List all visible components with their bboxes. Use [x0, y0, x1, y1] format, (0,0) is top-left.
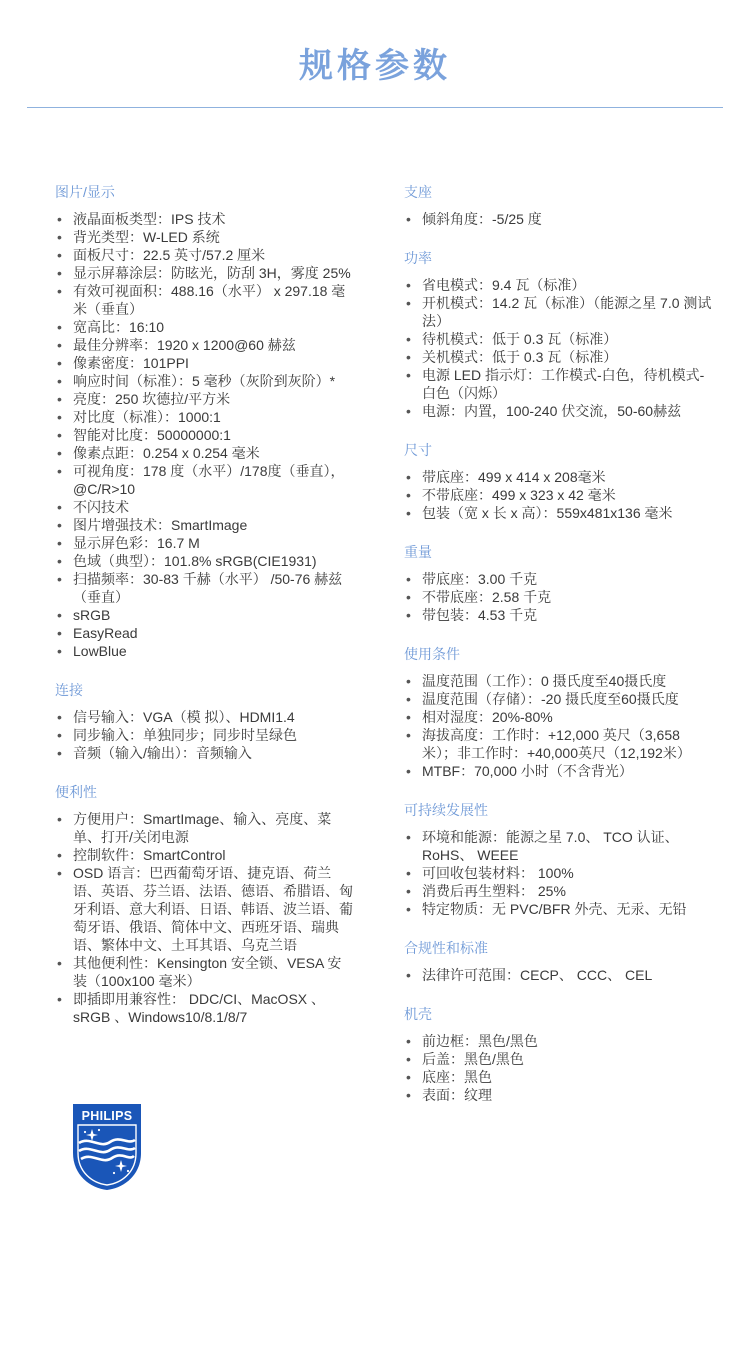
spec-item: • LowBlue [55, 642, 355, 660]
spec-item: • 音频（输入/输出）：音频输入 [55, 744, 355, 762]
spec-item: • 显示屏色彩：16.7 M [55, 534, 355, 552]
spec-item: • 色域（典型）：101.8% sRGB(CIE1931) [55, 552, 355, 570]
spec-list [404, 276, 714, 420]
section-title: 机壳 [404, 1006, 432, 1022]
spec-item: • 关机模式：低于 0.3 瓦（标准） [404, 348, 714, 366]
spec-column-right [404, 182, 714, 1124]
section-title: 便利性 [55, 784, 97, 800]
spec-item: • 面板尺寸：22.5 英寸/57.2 厘米 [55, 246, 355, 264]
section-title: 重量 [404, 544, 432, 560]
spec-item: • 电源：内置，100-240 伏交流，50-60赫兹 [404, 402, 714, 420]
spec-item: • 温度范围（存储）：-20 摄氏度至60摄氏度 [404, 690, 714, 708]
spec-item: • 倾斜角度：-5/25 度 [404, 210, 714, 228]
spec-list [404, 966, 714, 984]
spec-item: • 包装（宽 x 长 x 高）：559x481x136 毫米 [404, 504, 714, 522]
spec-item: • 电源 LED 指示灯：工作模式-白色，待机模式-白色（闪烁） [404, 366, 714, 402]
spec-item: • 海拔高度：工作时：+12,000 英尺（3,658 米）；非工作时：+40,000英尺（12,192米） [404, 726, 714, 762]
spec-item: • 后盖：黑色/黑色 [404, 1050, 714, 1068]
spec-item: • 特定物质：无 PVC/BFR 外壳、无汞、无铅 [404, 900, 714, 918]
spec-section [404, 182, 714, 228]
spec-list [404, 210, 714, 228]
spec-item: • 表面：纹理 [404, 1086, 714, 1104]
section-title: 连接 [55, 682, 83, 698]
spec-item: • 控制软件：SmartControl [55, 846, 355, 864]
spec-list [404, 1032, 714, 1104]
spec-item: • 像素点距：0.254 x 0.254 毫米 [55, 444, 355, 462]
spec-item: • 方便用户：SmartImage、输入、亮度、菜单、打开/关闭电源 [55, 810, 355, 846]
spec-item: • 宽高比：16:10 [55, 318, 355, 336]
spec-item: • 环境和能源：能源之星 7.0、 TCO 认证、 RoHS、 WEEE [404, 828, 714, 864]
logo-text: PHILIPS [81, 1109, 133, 1123]
spec-item: • 背光类型：W-LED 系统 [55, 228, 355, 246]
spec-item: • 不带底座：499 x 323 x 42 毫米 [404, 486, 714, 504]
section-title: 图片/显示 [55, 184, 115, 200]
spec-section [55, 782, 355, 1026]
page-title: 规格参数 [299, 46, 451, 86]
spec-section [404, 644, 714, 780]
spec-section [404, 938, 714, 984]
section-title: 尺寸 [404, 442, 432, 458]
spec-section [404, 1004, 714, 1104]
spec-section [404, 542, 714, 624]
spec-item: • 响应时间（标准）：5 毫秒（灰阶到灰阶）* [55, 372, 355, 390]
spec-list [404, 672, 714, 780]
spec-item: • 对比度（标准）：1000:1 [55, 408, 355, 426]
section-title: 使用条件 [404, 646, 460, 662]
spec-section [404, 440, 714, 522]
philips-shield-icon [72, 1103, 142, 1191]
spec-item: • 其他便利性：Kensington 安全锁、VESA 安装（100x100 毫米） [55, 954, 355, 990]
spec-item: • MTBF：70,000 小时（不含背光） [404, 762, 714, 780]
spec-item: • 亮度：250 坎德拉/平方米 [55, 390, 355, 408]
spec-item: • 待机模式：低于 0.3 瓦（标准） [404, 330, 714, 348]
spec-item: • 有效可视面积：488.16（水平） x 297.18 毫米（垂直） [55, 282, 355, 318]
spec-item: • EasyRead [55, 624, 355, 642]
spec-item: • 信号输入：VGA（模 拟）、HDMI1.4 [55, 708, 355, 726]
spec-list [55, 810, 355, 1026]
title-divider [27, 107, 723, 108]
spec-list [404, 468, 714, 522]
spec-item: • OSD 语言：巴西葡萄牙语、捷克语、荷兰语、英语、芬兰语、法语、德语、希腊语、匈牙利语、意大利语、日语、韩语、波兰语、葡萄牙语、俄语、简体中文、西班牙语、瑞典语、繁体中文、土耳其语、乌克兰语 [55, 864, 355, 954]
spec-section [55, 182, 355, 660]
section-title: 合规性和标准 [404, 940, 488, 956]
spec-item: • 带包装：4.53 千克 [404, 606, 714, 624]
spec-item: • 消费后再生塑料： 25% [404, 882, 714, 900]
spec-item: • 扫描频率：30-83 千赫（水平） /50-76 赫兹（垂直） [55, 570, 355, 606]
spec-item: • 可视角度：178 度（水平）/178度（垂直），@C/R>10 [55, 462, 355, 498]
spec-list [404, 828, 714, 918]
spec-item: • 温度范围（工作）：0 摄氏度至40摄氏度 [404, 672, 714, 690]
spec-item: • 不带底座：2.58 千克 [404, 588, 714, 606]
spec-item: • 带底座：499 x 414 x 208毫米 [404, 468, 714, 486]
spec-item: • 带底座：3.00 千克 [404, 570, 714, 588]
spec-section [55, 680, 355, 762]
spec-section [404, 800, 714, 918]
spec-list [404, 570, 714, 624]
spec-item: • 相对湿度：20%-80% [404, 708, 714, 726]
spec-item: • 最佳分辨率：1920 x 1200@60 赫兹 [55, 336, 355, 354]
spec-item: • sRGB [55, 606, 355, 624]
spec-item: • 显示屏幕涂层：防眩光，防刮 3H，雾度 25% [55, 264, 355, 282]
spec-item: • 同步输入：单独同步；同步时呈绿色 [55, 726, 355, 744]
spec-item: • 可回收包装材料： 100% [404, 864, 714, 882]
section-title: 功率 [404, 250, 432, 266]
spec-item: • 像素密度：101PPI [55, 354, 355, 372]
spec-column-left [55, 182, 355, 1046]
spec-item: • 智能对比度：50000000:1 [55, 426, 355, 444]
spec-item: • 省电模式：9.4 瓦（标准） [404, 276, 714, 294]
spec-item: • 图片增强技术：SmartImage [55, 516, 355, 534]
spec-item: • 液晶面板类型：IPS 技术 [55, 210, 355, 228]
spec-list [55, 708, 355, 762]
spec-item: • 前边框：黑色/黑色 [404, 1032, 714, 1050]
spec-section [404, 248, 714, 420]
section-title: 支座 [404, 184, 432, 200]
section-title: 可持续发展性 [404, 802, 488, 818]
spec-item: • 法律许可范围：CECP、 CCC、 CEL [404, 966, 714, 984]
spec-list [55, 210, 355, 660]
spec-item: • 底座：黑色 [404, 1068, 714, 1086]
spec-item: • 不闪技术 [55, 498, 355, 516]
spec-item: • 即插即用兼容性： DDC/CI、MacOSX 、sRGB 、Windows10/8.1/8/7 [55, 990, 355, 1026]
spec-item: • 开机模式：14.2 瓦（标准）（能源之星 7.0 测试法） [404, 294, 714, 330]
